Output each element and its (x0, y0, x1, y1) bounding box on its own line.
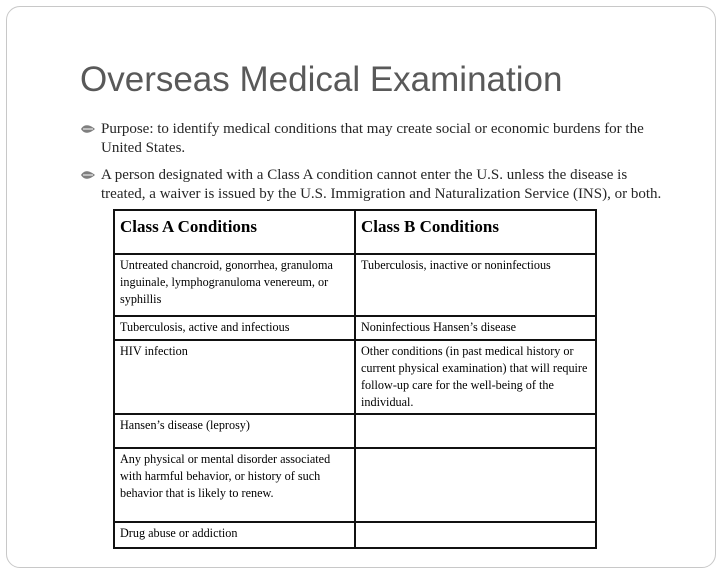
slide-title: Overseas Medical Examination (80, 60, 563, 99)
bullet-item (80, 166, 670, 204)
bullet-text: Purpose: to identify medical conditions that may create social or economic burdens for the United States. (101, 121, 644, 156)
table-row (114, 316, 596, 340)
bullet-text: A person designated with a Class A condition cannot enter the U.S. unless the disease is treated, a waiver is issued by the U.S. Immigration and Naturalization Service (INS), or both. (101, 167, 662, 202)
class-b-cell (355, 448, 596, 522)
table-row (114, 414, 596, 448)
class-a-cell: Drug abuse or addiction (114, 522, 355, 548)
bullet-item (80, 120, 670, 158)
class-a-cell: Hansen’s disease (leprosy) (114, 414, 355, 448)
class-b-cell (355, 522, 596, 548)
class-a-cell: Tuberculosis, active and infectious (114, 316, 355, 340)
table-header-row (114, 210, 596, 254)
class-b-header: Class B Conditions (355, 210, 596, 254)
class-b-cell: Noninfectious Hansen’s disease (355, 316, 596, 340)
class-b-cell (355, 414, 596, 448)
fleuron-bullet-icon (80, 123, 96, 135)
table-row (114, 254, 596, 316)
class-b-cell: Tuberculosis, inactive or noninfectious (355, 254, 596, 316)
conditions-table (113, 209, 597, 549)
table-row (114, 448, 596, 522)
table-row (114, 340, 596, 414)
class-b-cell: Other conditions (in past medical history or current physical examination) that will require follow-up care for the well-being of the individual. (355, 340, 596, 414)
class-a-cell: HIV infection (114, 340, 355, 414)
table-row (114, 522, 596, 548)
class-a-cell: Untreated chancroid, gonorrhea, granuloma inguinale, lymphogranuloma venereum, or syphillis (114, 254, 355, 316)
fleuron-bullet-icon (80, 169, 96, 181)
class-a-cell: Any physical or mental disorder associated with harmful behavior, or history of such behavior that is likely to renew. (114, 448, 355, 522)
class-a-header: Class A Conditions (114, 210, 355, 254)
